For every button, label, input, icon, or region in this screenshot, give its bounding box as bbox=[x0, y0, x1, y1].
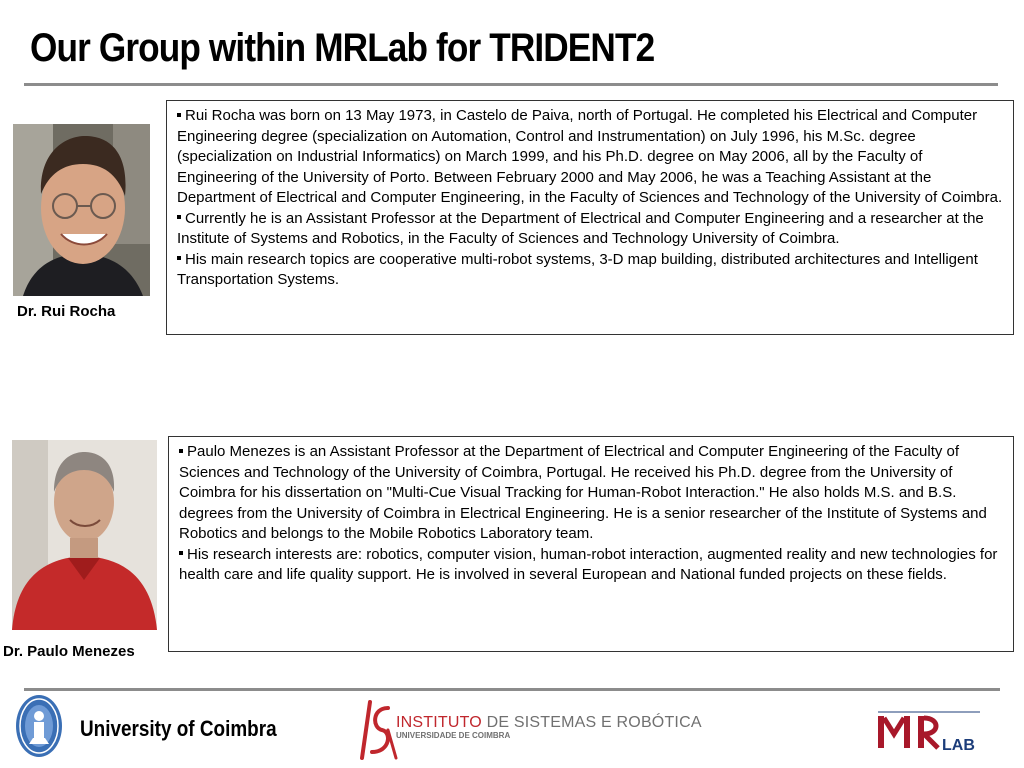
portrait-caption: Dr. Paulo Menezes bbox=[3, 643, 135, 660]
portrait-caption: Dr. Rui Rocha bbox=[17, 303, 116, 320]
bio-paragraph bbox=[177, 106, 1005, 209]
portrait-photo-paulo-menezes bbox=[12, 440, 157, 630]
portrait-photo-rui-rocha bbox=[13, 124, 150, 296]
university-name: University of Coimbra bbox=[80, 716, 277, 741]
isr-institute-name-highlight: INSTITUTO bbox=[396, 714, 482, 731]
bullet-icon bbox=[177, 215, 181, 219]
title-divider bbox=[24, 83, 998, 86]
isr-institute-subtitle: UNIVERSIDADE DE COIMBRA bbox=[396, 731, 511, 740]
mrlab-logo-icon bbox=[876, 710, 988, 756]
bio-text: Rui Rocha was born on 13 May 1973, in Castelo de Paiva, north of Portugal. He completed his Electrical and Computer Engineering degree (specialization on Automation, Control and Instrumentation) on July 1996, his M.Sc. degree (specialization on Industrial Informatics) on March 1999, and his Ph.D. degree on May 2006, all by the Faculty of Engineering of the University of Porto. Between February 2000 and May 2006, he was a Teaching Assistant at the Department of Electrical and Computer Engineering, in the Faculty of Sciences and Technology of the University of Coimbra. bbox=[177, 107, 1003, 206]
bullet-icon bbox=[179, 551, 183, 555]
svg-text:LAB: LAB bbox=[942, 737, 975, 754]
bullet-icon bbox=[177, 113, 181, 117]
footer-divider bbox=[24, 688, 1000, 691]
isr-institute-name-rest: DE SISTEMAS E ROBÓTICA bbox=[481, 714, 702, 731]
bio-paragraph bbox=[179, 442, 1005, 545]
bio-text: Currently he is an Assistant Professor at the Department of Electrical and Computer Engineering and a researcher at the Institute of Systems and Robotics, in the Faculty of Sciences and Technology University of Coimbra. bbox=[177, 209, 984, 247]
bio-paragraph bbox=[177, 250, 1005, 291]
isr-logo-icon bbox=[358, 698, 398, 762]
bullet-icon bbox=[179, 449, 183, 453]
bio-box-paulo-menezes bbox=[168, 436, 1014, 652]
slide-title: Our Group within MRLab for TRIDENT2 bbox=[30, 26, 655, 70]
bullet-icon bbox=[177, 256, 181, 260]
bio-paragraph bbox=[179, 545, 1005, 586]
university-seal-icon bbox=[15, 694, 63, 758]
isr-institute-name bbox=[396, 714, 702, 732]
bio-box-rui-rocha bbox=[166, 100, 1014, 335]
bio-text: His research interests are: robotics, computer vision, human-robot interaction, augmented reality and new technologies for health care and life quality support. He is involved in several European and National funded projects on these fields. bbox=[179, 545, 998, 583]
bio-paragraph bbox=[177, 209, 1005, 250]
bio-text: Paulo Menezes is an Assistant Professor at the Department of Electrical and Computer Engineering of the Faculty of Sciences and Technology of the University of Coimbra, Portugal. He received his Ph.D. degree from the University of Coimbra for his dissertation on "Multi-Cue Visual Tracking for Human-Robot Interaction." He also holds M.S. and B.S. degrees from the University of Coimbra in Electrical Engineering. He is a senior researcher of the Institute of Systems and Robotics and belongs to the Mobile Robotics Laboratory team. bbox=[179, 443, 987, 542]
bio-text: His main research topics are cooperative multi-robot systems, 3-D map building, distributed architectures and Intelligent Transportation Systems. bbox=[177, 250, 978, 288]
